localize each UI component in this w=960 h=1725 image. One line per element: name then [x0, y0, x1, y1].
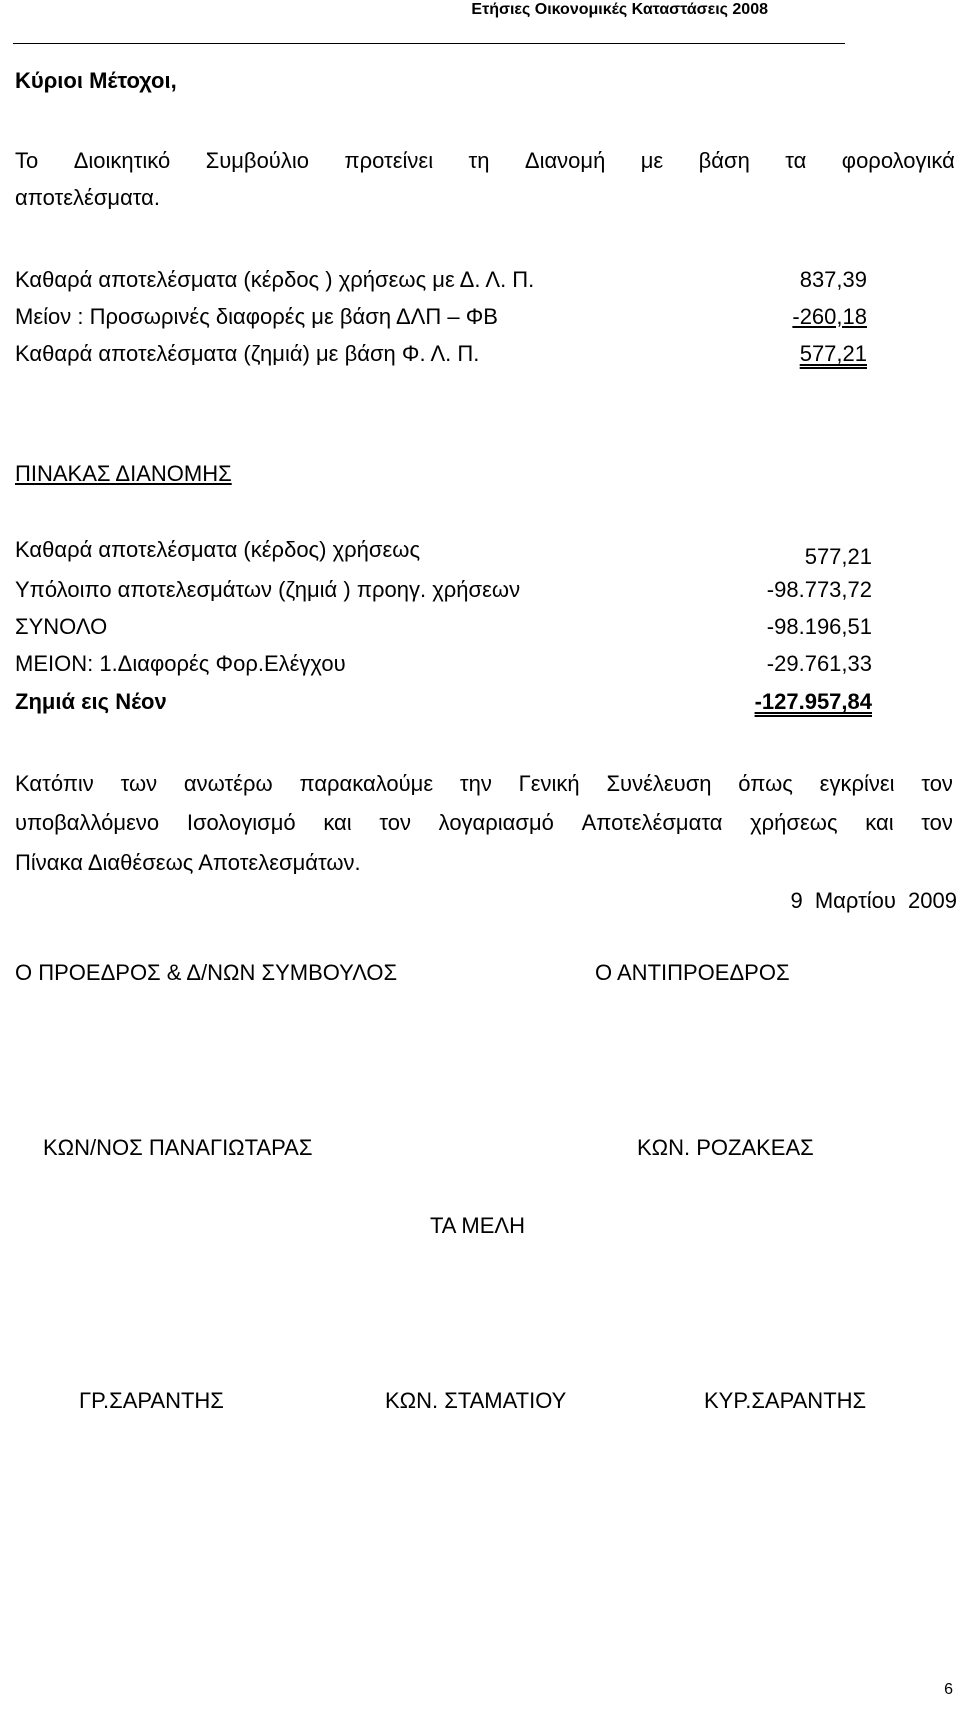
member-name: ΚΩΝ. ΣΤΑΜΑΤΙΟΥ	[385, 1388, 567, 1413]
distribution-row-label: ΣΥΝΟΛΟ	[15, 614, 108, 639]
closing-word: εγκρίνει	[819, 771, 895, 796]
closing-word: υποβαλλόμενο	[15, 810, 160, 835]
intro-word: Διανομή	[524, 148, 606, 173]
distribution-row-value: -98.773,72	[766, 577, 872, 602]
closing-word: τον	[921, 771, 953, 796]
distribution-row-label: Καθαρά αποτελέσματα (κέρδος) χρήσεως	[15, 537, 421, 562]
distribution-total-value: -127.957,84	[754, 689, 872, 714]
distribution-row-value: -29.761,33	[766, 651, 872, 676]
distribution-row-label: Ζημιά εις Νέον	[15, 689, 167, 714]
intro-line-1	[15, 148, 955, 174]
distribution-row-value: 577,21	[804, 544, 872, 569]
result-label: Καθαρά αποτελέσματα (ζημιά) με βάση Φ. Λ. Π.	[15, 341, 480, 366]
closing-word: ανωτέρω	[183, 771, 273, 796]
distribution-title: ΠΙΝΑΚΑΣ ΔΙΑΝΟΜΗΣ	[15, 461, 232, 486]
intro-line-2: αποτελέσματα.	[15, 185, 160, 210]
intro-word: Διοικητικό	[73, 148, 171, 173]
result-value: 837,39	[799, 267, 867, 292]
intro-word: Το	[15, 148, 39, 173]
closing-word: Κατόπιν	[15, 771, 94, 796]
intro-word: με	[640, 148, 664, 173]
intro-word: τη	[468, 148, 490, 173]
vice-president-name: ΚΩΝ. ΡΟΖΑΚΕΑΣ	[637, 1135, 814, 1160]
distribution-row-label: Υπόλοιπο αποτελεσμάτων (ζημιά ) προηγ. χρήσεων	[15, 577, 521, 602]
closing-word: Αποτελέσματα	[581, 810, 723, 835]
closing-word: παρακαλούμε	[299, 771, 434, 796]
result-value: 577,21	[799, 341, 867, 366]
president-name: ΚΩΝ/ΝΟΣ ΠΑΝΑΓΙΩΤΑΡΑΣ	[43, 1135, 313, 1160]
president-role: Ο ΠΡΟΕΔΡΟΣ & Δ/ΝΩΝ ΣΥΜΒΟΥΛΟΣ	[15, 960, 398, 985]
closing-word: Γενική	[518, 771, 580, 796]
distribution-row-label: ΜΕΙΟΝ: 1.Διαφορές Φορ.Ελέγχου	[15, 651, 346, 676]
closing-word: χρήσεως	[750, 810, 838, 835]
closing-line-3: Πίνακα Διαθέσεως Αποτελεσμάτων.	[15, 850, 361, 875]
document-header-title: Ετήσιες Οικονομικές Καταστάσεις 2008	[471, 1, 768, 18]
closing-word: Ισολογισμό	[186, 810, 296, 835]
header-rule	[13, 43, 845, 44]
closing-word: και	[865, 810, 894, 835]
document-date: 9 Μαρτίου 2009	[790, 888, 957, 913]
member-name: ΓΡ.ΣΑΡΑΝΤΗΣ	[79, 1388, 224, 1413]
closing-word: των	[120, 771, 158, 796]
result-label: Μείον : Προσωρινές διαφορές με βάση ΔΛΠ – ΦΒ	[15, 304, 498, 329]
closing-word: τον	[921, 810, 953, 835]
intro-word: Συμβούλιο	[205, 148, 309, 173]
closing-word: τον	[379, 810, 411, 835]
result-label: Καθαρά αποτελέσματα (κέρδος ) χρήσεως με Δ. Λ. Π.	[15, 267, 535, 292]
closing-word: όπως	[738, 771, 793, 796]
result-value: -260,18	[792, 304, 867, 329]
distribution-row-value: -98.196,51	[766, 614, 872, 639]
salutation: Κύριοι Μέτοχοι,	[15, 68, 177, 93]
members-title: ΤΑ ΜΕΛΗ	[430, 1213, 525, 1238]
intro-word: προτείνει	[344, 148, 434, 173]
member-name: ΚΥΡ.ΣΑΡΑΝΤΗΣ	[704, 1388, 867, 1413]
intro-word: τα	[785, 148, 807, 173]
page-number: 6	[944, 1681, 953, 1698]
closing-line-2	[15, 810, 953, 836]
closing-word: Συνέλευση	[606, 771, 712, 796]
intro-word: φορολογικά	[841, 148, 955, 173]
closing-word: και	[323, 810, 352, 835]
closing-word: την	[459, 771, 492, 796]
closing-line-1	[15, 771, 953, 797]
vice-president-role: Ο ΑΝΤΙΠΡΟΕΔΡΟΣ	[595, 960, 790, 985]
closing-word: λογαριασμό	[438, 810, 554, 835]
intro-word: βάση	[698, 148, 750, 173]
